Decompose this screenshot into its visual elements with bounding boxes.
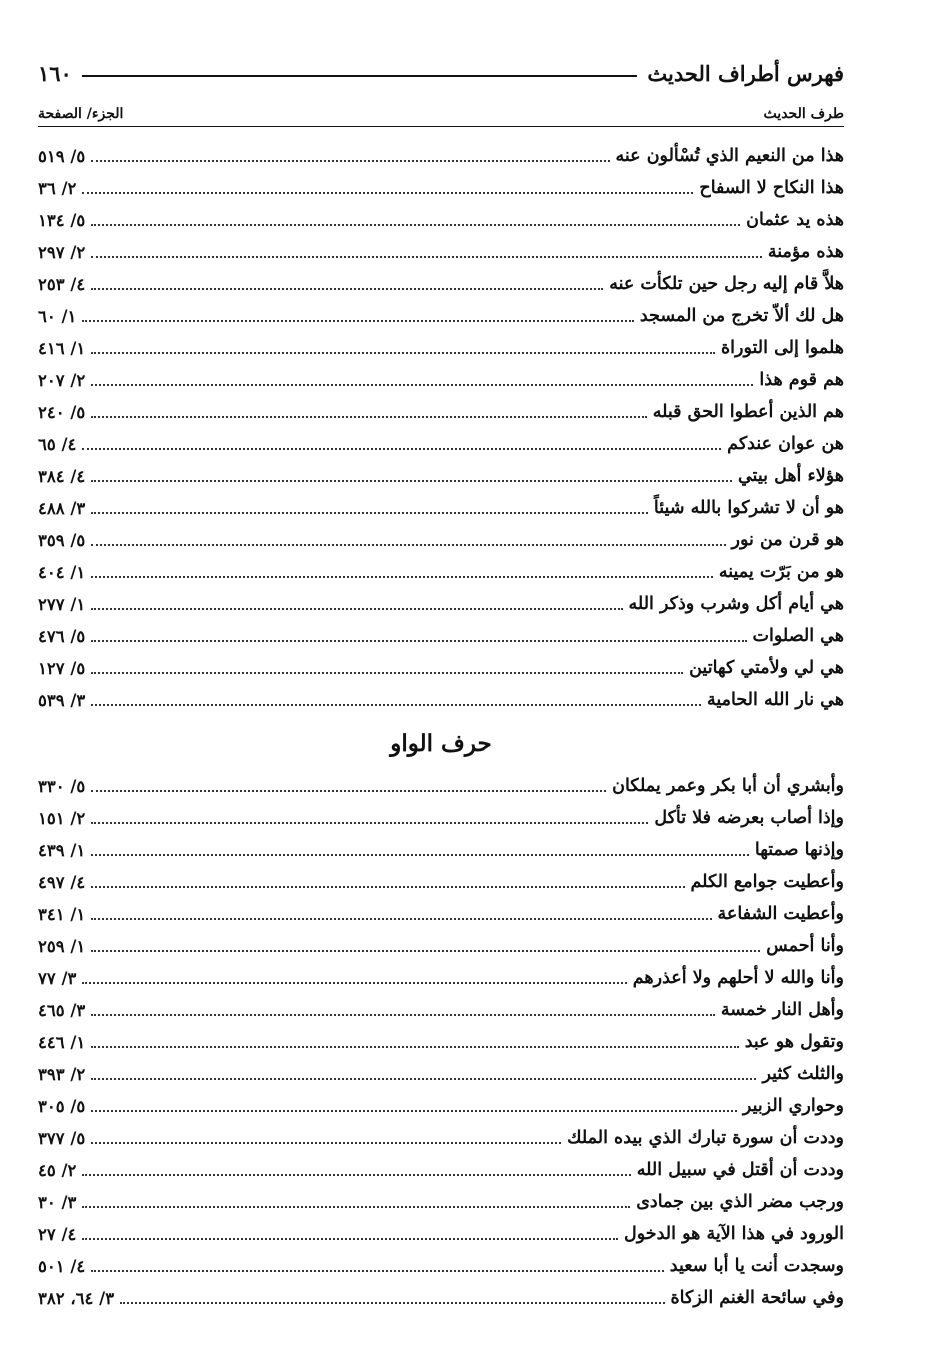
index-entry: [38, 1154, 844, 1186]
entry-reference: ٥/ ٤٧٦: [38, 626, 86, 646]
entry-reference: ١/ ٢٥٩: [38, 936, 86, 956]
index-entry: [38, 172, 844, 204]
entry-text: هذه يد عثمان: [746, 210, 844, 230]
entry-text: وفي سائحة الغنم الزكاة: [670, 1288, 844, 1308]
section-heading: حرف الواو: [390, 730, 492, 757]
index-entry: [38, 1250, 844, 1282]
dot-leader: [91, 822, 648, 824]
entry-reference: ١/ ٦٠: [38, 306, 77, 326]
entry-text: وسجدت أنت يا أبا سعيد: [669, 1256, 844, 1276]
index-entry: [38, 1122, 844, 1154]
index-entry: [38, 332, 844, 364]
index-entry: [38, 802, 844, 834]
entry-reference: ٣/ ٣٠: [38, 1192, 77, 1212]
index-entry: [38, 994, 844, 1026]
index-entry: [38, 652, 844, 684]
index-entry: [38, 492, 844, 524]
entry-text: الورود في هذا الآية هو الدخول: [624, 1224, 844, 1244]
dot-leader: [120, 1302, 664, 1304]
entry-text: هلاَّ قام إليه رجل حين تلكأت عنه: [609, 274, 844, 294]
index-entry: [38, 396, 844, 428]
entry-text: هو أن لا تشركوا بالله شيئاً: [653, 498, 844, 518]
dot-leader: [91, 160, 609, 162]
dot-leader: [91, 352, 715, 354]
entry-reference: ٥/ ١٣٤: [38, 210, 86, 230]
entry-reference: ١/ ٣٤١: [38, 904, 86, 924]
entry-text: هي لي ولأمتي كهاتين: [689, 658, 844, 678]
dot-leader: [91, 576, 713, 578]
index-entry: [38, 428, 844, 460]
entry-text: وددت أن أقتل في سبيل الله: [636, 1160, 844, 1180]
dot-leader: [82, 192, 693, 194]
entry-reference: ٣/ ٦٤، ٣٨٢: [38, 1288, 115, 1308]
dot-leader: [91, 544, 725, 546]
entry-text: هذا النكاح لا السفاح: [699, 178, 844, 198]
index-entry: [38, 684, 844, 716]
index-entry: [38, 866, 844, 898]
dot-leader: [91, 672, 683, 674]
column-header-volume-page: الجزء/ الصفحة: [38, 106, 124, 122]
entry-text: وأعطيت الشفاعة: [717, 904, 844, 924]
index-entry: [38, 770, 844, 802]
dot-leader: [91, 288, 603, 290]
entry-reference: ٥/ ٣٠٥: [38, 1096, 86, 1116]
dot-leader: [82, 1206, 630, 1208]
entry-text: هي نار الله الحامية: [707, 690, 844, 710]
dot-leader: [91, 950, 760, 952]
index-entry: [38, 930, 844, 962]
dot-leader: [82, 320, 634, 322]
index-entry: [38, 236, 844, 268]
dot-leader: [91, 886, 684, 888]
entry-reference: ٤/ ٥٠١: [38, 1256, 86, 1276]
entry-reference: ٥/ ٢٤٠: [38, 402, 86, 422]
entry-reference: ٢/ ٢٩٧: [38, 242, 86, 262]
entry-reference: ٢/ ٣٦: [38, 178, 77, 198]
entry-reference: ٥/ ٥١٩: [38, 146, 86, 166]
dot-leader: [82, 982, 626, 984]
entry-text: وإذنها صمتها: [754, 840, 844, 860]
index-entry: [38, 140, 844, 172]
dot-leader: [91, 224, 740, 226]
dot-leader: [91, 384, 753, 386]
entry-text: ورجب مضر الذي بين جمادى: [636, 1192, 844, 1212]
dot-leader: [82, 448, 721, 450]
dot-leader: [91, 480, 732, 482]
entry-text: وأنا أحمس: [766, 936, 844, 956]
entry-reference: ٣/ ٧٧: [38, 968, 77, 988]
index-entry: [38, 1282, 844, 1314]
index-entry: [38, 364, 844, 396]
index-entry: [38, 962, 844, 994]
index-entry: [38, 204, 844, 236]
entry-reference: ٤/ ٢٥٣: [38, 274, 86, 294]
index-entry: [38, 620, 844, 652]
entry-reference: ٣/ ٥٣٩: [38, 690, 86, 710]
entry-reference: ٣/ ٤٦٥: [38, 1000, 86, 1020]
entry-text: وتقول هو عبد: [744, 1032, 844, 1052]
index-entries-waw: [38, 770, 844, 1314]
entry-text: وحواري الزبير: [742, 1096, 844, 1116]
entry-text: هي الصلوات: [752, 626, 844, 646]
entry-text: وأبشري أن أبا بكر وعمر يملكان: [612, 776, 844, 796]
dot-leader: [91, 512, 648, 514]
entry-text: هل لك ألاّ تخرج من المسجد: [639, 306, 844, 326]
entry-text: والثلث كثير: [762, 1064, 844, 1084]
entry-reference: ٥/ ٣٧٧: [38, 1128, 86, 1148]
entry-text: هؤلاء أهل بيتي: [737, 466, 844, 486]
index-entry: [38, 898, 844, 930]
column-header-hadith: طرف الحديث: [763, 106, 844, 122]
entry-text: هي أيام أكل وشرب وذكر الله: [628, 594, 844, 614]
index-entry: [38, 1090, 844, 1122]
dot-leader: [91, 918, 711, 920]
entry-reference: ١/ ٤٤٦: [38, 1032, 86, 1052]
dot-leader: [91, 256, 762, 258]
index-entry: [38, 1186, 844, 1218]
index-entry: [38, 1058, 844, 1090]
dot-leader: [91, 1142, 561, 1144]
dot-leader: [91, 1046, 738, 1048]
page-number: ١٦٠: [38, 60, 72, 86]
index-entry: [38, 524, 844, 556]
entry-text: هذا من النعيم الذي تُسْألون عنه: [615, 146, 844, 166]
entry-text: هم قوم هذا: [759, 370, 844, 390]
entry-reference: ٢/ ١٥١: [38, 808, 86, 828]
entry-reference: ٢/ ٣٩٣: [38, 1064, 86, 1084]
entry-reference: ٢/ ٤٥: [38, 1160, 77, 1180]
entry-reference: ٢/ ٢٠٧: [38, 370, 86, 390]
entry-text: هم الذين أعطوا الحق قبله: [652, 402, 844, 422]
entry-text: هو قرن من نور: [731, 530, 844, 550]
running-head-title: فهرس أطراف الحديث: [647, 60, 844, 86]
index-entry: [38, 1026, 844, 1058]
dot-leader: [82, 1174, 630, 1176]
entry-text: وأنا والله لا أحلهم ولا أعذرهم: [632, 968, 844, 988]
running-head-rule: [82, 75, 638, 77]
entry-reference: ١/ ٢٧٧: [38, 594, 86, 614]
entry-reference: ٥/ ١٢٧: [38, 658, 86, 678]
entry-reference: ٤/ ٤٩٧: [38, 872, 86, 892]
dot-leader: [91, 790, 606, 792]
entry-reference: ١/ ٤٣٩: [38, 840, 86, 860]
entry-text: هو من بَرّت يمينه: [718, 562, 844, 582]
entry-text: هلموا إلى التوراة: [720, 338, 844, 358]
index-entry: [38, 834, 844, 866]
entry-text: وإذا أصاب بعرضه فلا تأكل: [654, 808, 844, 828]
entry-text: وأهل النار خمسة: [720, 1000, 844, 1020]
entry-reference: ١/ ٤٠٤: [38, 562, 86, 582]
entry-reference: ٥/ ٣٥٩: [38, 530, 86, 550]
index-entry: [38, 1218, 844, 1250]
entry-reference: ٣/ ٤٨٨: [38, 498, 86, 518]
column-header-row: [38, 96, 844, 127]
entry-reference: ٥/ ٣٣٠: [38, 776, 86, 796]
index-entries-ha: [38, 140, 844, 716]
dot-leader: [91, 704, 701, 706]
dot-leader: [91, 854, 749, 856]
running-head: [38, 56, 844, 90]
dot-leader: [91, 416, 646, 418]
index-entry: [38, 460, 844, 492]
dot-leader: [91, 1078, 756, 1080]
dot-leader: [91, 640, 746, 642]
dot-leader: [91, 1270, 664, 1272]
index-entry: [38, 268, 844, 300]
entry-text: هن عوان عندكم: [727, 434, 844, 454]
index-entry: [38, 300, 844, 332]
dot-leader: [82, 1238, 618, 1240]
dot-leader: [91, 1014, 715, 1016]
entry-text: وددت أن سورة تبارك الذي بيده الملك: [567, 1128, 844, 1148]
entry-reference: ٤/ ٦٥: [38, 434, 77, 454]
dot-leader: [91, 608, 622, 610]
entry-text: هذه مؤمنة: [767, 242, 844, 262]
entry-text: وأعطيت جوامع الكلم: [690, 872, 844, 892]
dot-leader: [91, 1110, 737, 1112]
entry-reference: ٤/ ٢٧: [38, 1224, 77, 1244]
index-entry: [38, 588, 844, 620]
index-entry: [38, 556, 844, 588]
entry-reference: ١/ ٤١٦: [38, 338, 86, 358]
entry-reference: ٤/ ٣٨٤: [38, 466, 86, 486]
